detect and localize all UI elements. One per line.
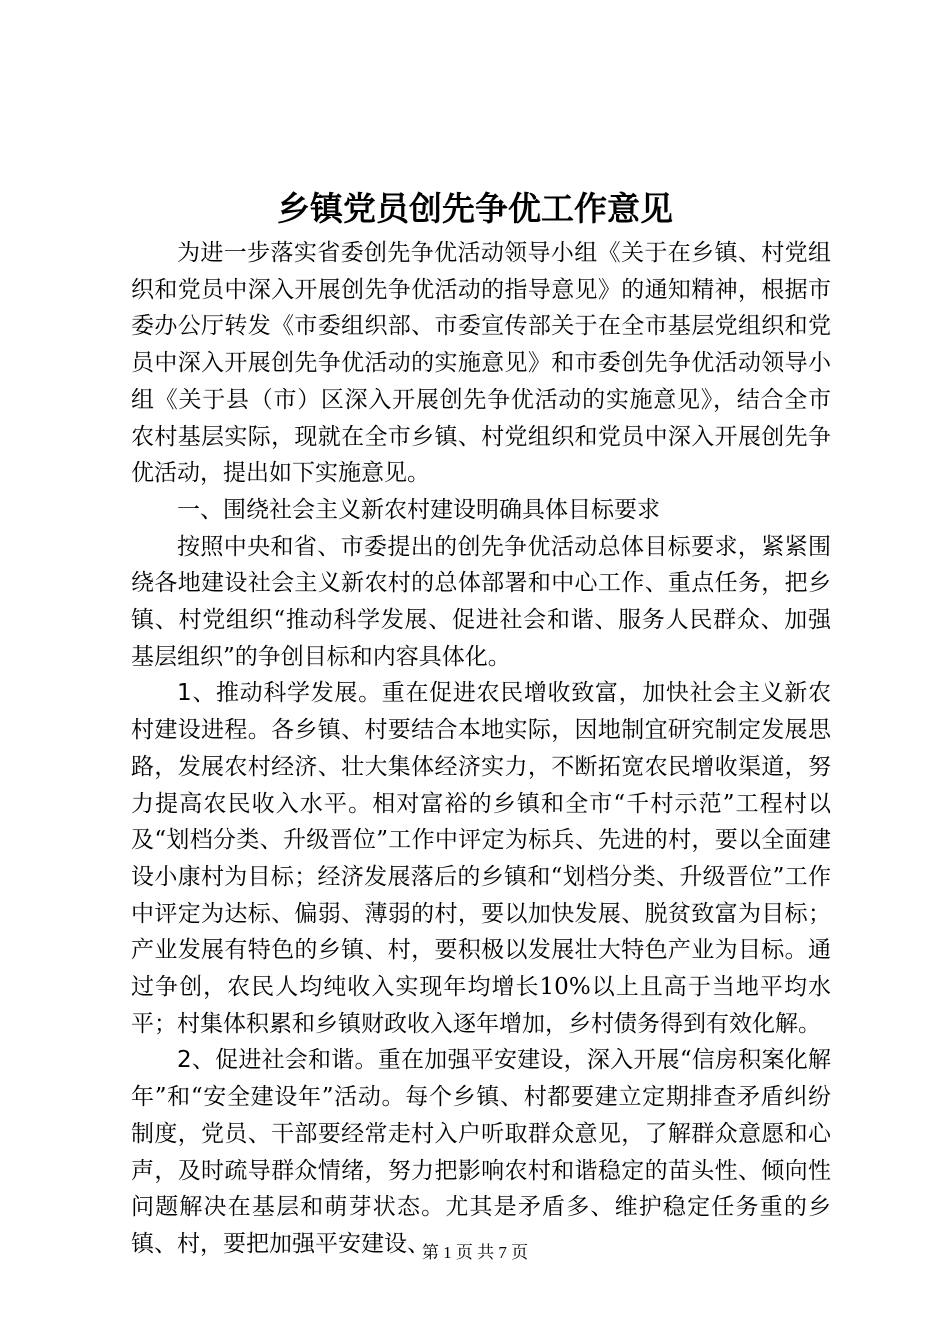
item-text-1: 重在促进农民增收致富，加快社会主义新农村建设进程。各乡镇、村要结合本地实际，因地制宜研究制定发展思路，发展农村经济、壮大集体经济实力，不断拓宽农民增收渠道，努力提高农民收入水平。相对富裕的乡镇和全市“千村示范”工程村以及“划档分类、升级晋位”工作中评定为标兵、先进的村，要以全面建设小康村为目标；经济发展落后的乡镇和“划档分类、升级晋位”工作中评定为达标、偏弱、薄弱的村，要以加快发展、脱贫致富为目标；产业发展有特色的乡镇、村，要积极以发展壮大特色产业为目标。通过争创，农民人均纯收入实现年均增长10%以上且高于当地平均水平；村集体积累和乡镇财政收入逐年增加，乡村债务得到有效化解。 [131, 680, 832, 1037]
page-footer: 第 1 页 共 7 页 [421, 1243, 529, 1262]
item-paragraph-1 [131, 675, 831, 1042]
document-title: 乡镇党员创先争优工作意见 [277, 189, 673, 228]
item-paragraph-2 [131, 1042, 831, 1262]
intro-paragraph: 为进一步落实省委创先争优活动领导小组《关于在乡镇、村党组织和党员中深入开展创先争优活动的指导意见》的通知精神，根据市委办公厅转发《市委组织部、市委宣传部关于在全市基层党组织和党员中深入开展创先争优活动的实施意见》和市委创先争优活动领导小组《关于县（市）区深入开展创先争优活动的实施意见》，结合全市农村基层实际，现就在全市乡镇、村党组织和党员中深入开展创先争优活动，提出如下实施意见。 [131, 240, 831, 487]
item-lead-2: 2、促进社会和谐。 [177, 1047, 378, 1074]
section-paragraph: 按照中央和省、市委提出的创先争优活动总体目标要求，紧紧围绕各地建设社会主义新农村的总体部署和中心工作、重点任务，把乡镇、村党组织“推动科学发展、促进社会和谐、服务人民群众、加强基层组织”的争创目标和内容具体化。 [131, 533, 831, 670]
document-body [131, 235, 831, 1263]
item-lead-1: 1、推动科学发展。 [177, 680, 382, 707]
item-text-2: 重在加强平安建设，深入开展“信房积案化解年”和“安全建设年”活动。每个乡镇、村都要建立定期排查矛盾纠纷制度，党员、干部要经常走村入户听取群众意见，了解群众意愿和心声，及时疏导群众情绪，努力把影响农村和谐稳定的苗头性、倾向性问题解决在基层和萌芽状态。尤其是矛盾多、维护稳定任务重的乡镇、村，要把加强平安建设、 [131, 1047, 831, 1257]
section-heading: 一、围绕社会主义新农村建设明确具体目标要求 [177, 496, 660, 523]
